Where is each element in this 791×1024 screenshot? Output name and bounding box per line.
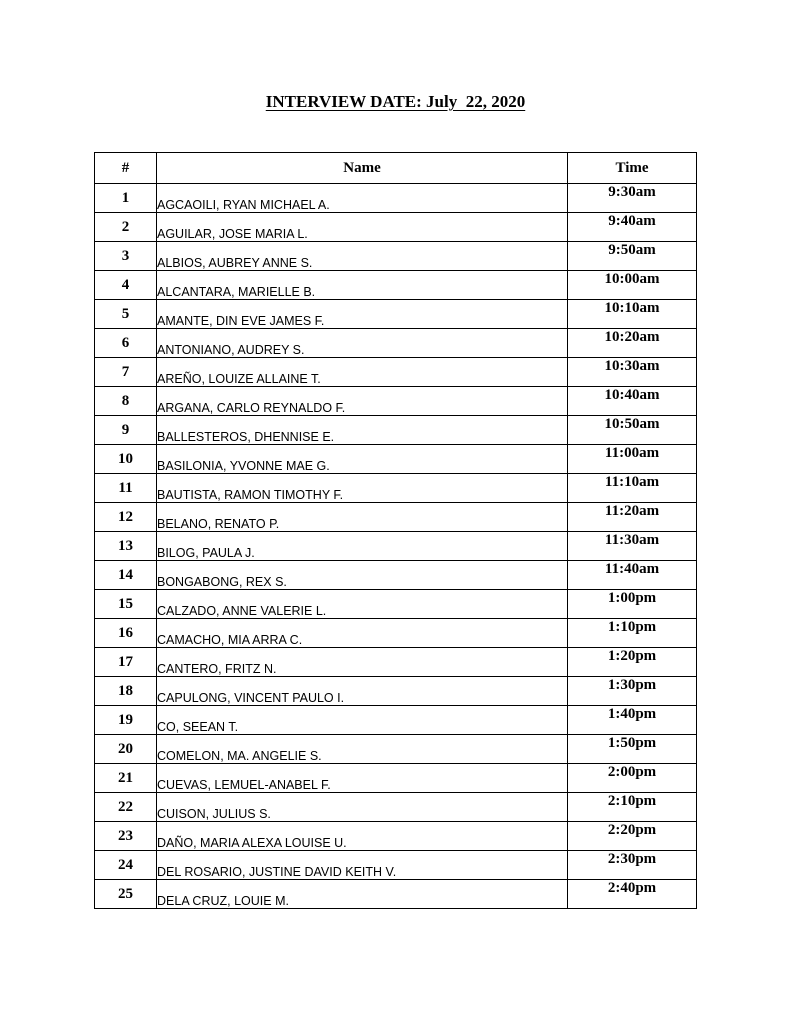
column-header-name: Name bbox=[157, 153, 568, 184]
row-number: 25 bbox=[95, 880, 157, 909]
applicant-name: CALZADO, ANNE VALERIE L. bbox=[157, 590, 568, 619]
applicant-name: DAÑO, MARIA ALEXA LOUISE U. bbox=[157, 822, 568, 851]
table-row bbox=[95, 184, 697, 213]
row-number: 13 bbox=[95, 532, 157, 561]
applicant-name: CAPULONG, VINCENT PAULO I. bbox=[157, 677, 568, 706]
interview-schedule-table bbox=[94, 152, 697, 909]
row-number: 11 bbox=[95, 474, 157, 503]
table-row bbox=[95, 677, 697, 706]
table-row bbox=[95, 735, 697, 764]
applicant-name: ALCANTARA, MARIELLE B. bbox=[157, 271, 568, 300]
row-number: 23 bbox=[95, 822, 157, 851]
applicant-name: COMELON, MA. ANGELIE S. bbox=[157, 735, 568, 764]
interview-date-title: INTERVIEW DATE: July 22, 2020 bbox=[265, 92, 526, 111]
interview-time: 1:10pm bbox=[568, 619, 697, 648]
row-number: 18 bbox=[95, 677, 157, 706]
interview-time: 2:10pm bbox=[568, 793, 697, 822]
row-number: 4 bbox=[95, 271, 157, 300]
applicant-name: DEL ROSARIO, JUSTINE DAVID KEITH V. bbox=[157, 851, 568, 880]
table-row bbox=[95, 329, 697, 358]
table-row bbox=[95, 387, 697, 416]
interview-time: 10:00am bbox=[568, 271, 697, 300]
table-row bbox=[95, 416, 697, 445]
row-number: 3 bbox=[95, 242, 157, 271]
table-row bbox=[95, 271, 697, 300]
table-row bbox=[95, 590, 697, 619]
row-number: 9 bbox=[95, 416, 157, 445]
interview-time: 1:40pm bbox=[568, 706, 697, 735]
interview-time: 1:50pm bbox=[568, 735, 697, 764]
interview-time: 10:10am bbox=[568, 300, 697, 329]
table-row bbox=[95, 445, 697, 474]
interview-time: 11:40am bbox=[568, 561, 697, 590]
interview-time: 10:40am bbox=[568, 387, 697, 416]
column-header-time: Time bbox=[568, 153, 697, 184]
row-number: 12 bbox=[95, 503, 157, 532]
applicant-name: AMANTE, DIN EVE JAMES F. bbox=[157, 300, 568, 329]
interview-time: 11:00am bbox=[568, 445, 697, 474]
table-row bbox=[95, 648, 697, 677]
interview-time: 11:20am bbox=[568, 503, 697, 532]
row-number: 5 bbox=[95, 300, 157, 329]
applicant-name: AGCAOILI, RYAN MICHAEL A. bbox=[157, 184, 568, 213]
row-number: 22 bbox=[95, 793, 157, 822]
table-row bbox=[95, 822, 697, 851]
applicant-name: CUISON, JULIUS S. bbox=[157, 793, 568, 822]
table-row bbox=[95, 793, 697, 822]
interview-time: 2:00pm bbox=[568, 764, 697, 793]
table-row bbox=[95, 358, 697, 387]
column-header-number: # bbox=[95, 153, 157, 184]
applicant-name: DELA CRUZ, LOUIE M. bbox=[157, 880, 568, 909]
interview-time: 10:20am bbox=[568, 329, 697, 358]
interview-time: 1:20pm bbox=[568, 648, 697, 677]
row-number: 14 bbox=[95, 561, 157, 590]
applicant-name: ALBIOS, AUBREY ANNE S. bbox=[157, 242, 568, 271]
row-number: 19 bbox=[95, 706, 157, 735]
interview-time: 1:30pm bbox=[568, 677, 697, 706]
row-number: 20 bbox=[95, 735, 157, 764]
interview-time: 2:30pm bbox=[568, 851, 697, 880]
row-number: 10 bbox=[95, 445, 157, 474]
interview-time: 2:20pm bbox=[568, 822, 697, 851]
table-body bbox=[95, 184, 697, 909]
interview-time: 1:00pm bbox=[568, 590, 697, 619]
row-number: 2 bbox=[95, 213, 157, 242]
applicant-name: BALLESTEROS, DHENNISE E. bbox=[157, 416, 568, 445]
row-number: 7 bbox=[95, 358, 157, 387]
interview-time: 10:30am bbox=[568, 358, 697, 387]
document-title-container bbox=[0, 91, 791, 113]
row-number: 24 bbox=[95, 851, 157, 880]
table-row bbox=[95, 474, 697, 503]
interview-time: 10:50am bbox=[568, 416, 697, 445]
interview-time: 11:10am bbox=[568, 474, 697, 503]
interview-time: 9:40am bbox=[568, 213, 697, 242]
table-row bbox=[95, 619, 697, 648]
table-row bbox=[95, 300, 697, 329]
interview-time: 9:50am bbox=[568, 242, 697, 271]
table-row bbox=[95, 880, 697, 909]
interview-time: 9:30am bbox=[568, 184, 697, 213]
row-number: 8 bbox=[95, 387, 157, 416]
applicant-name: AREÑO, LOUIZE ALLAINE T. bbox=[157, 358, 568, 387]
table-row bbox=[95, 764, 697, 793]
table-row bbox=[95, 706, 697, 735]
applicant-name: BAUTISTA, RAMON TIMOTHY F. bbox=[157, 474, 568, 503]
row-number: 1 bbox=[95, 184, 157, 213]
applicant-name: ANTONIANO, AUDREY S. bbox=[157, 329, 568, 358]
table-row bbox=[95, 851, 697, 880]
applicant-name: AGUILAR, JOSE MARIA L. bbox=[157, 213, 568, 242]
row-number: 21 bbox=[95, 764, 157, 793]
row-number: 15 bbox=[95, 590, 157, 619]
table-row bbox=[95, 213, 697, 242]
table-row bbox=[95, 532, 697, 561]
applicant-name: BILOG, PAULA J. bbox=[157, 532, 568, 561]
applicant-name: CAMACHO, MIA ARRA C. bbox=[157, 619, 568, 648]
applicant-name: CUEVAS, LEMUEL-ANABEL F. bbox=[157, 764, 568, 793]
row-number: 6 bbox=[95, 329, 157, 358]
table-row bbox=[95, 503, 697, 532]
applicant-name: CANTERO, FRITZ N. bbox=[157, 648, 568, 677]
interview-time: 2:40pm bbox=[568, 880, 697, 909]
applicant-name: BASILONIA, YVONNE MAE G. bbox=[157, 445, 568, 474]
applicant-name: BELANO, RENATO P. bbox=[157, 503, 568, 532]
table-header-row bbox=[95, 153, 697, 184]
row-number: 16 bbox=[95, 619, 157, 648]
applicant-name: ARGANA, CARLO REYNALDO F. bbox=[157, 387, 568, 416]
table-row bbox=[95, 242, 697, 271]
applicant-name: CO, SEEAN T. bbox=[157, 706, 568, 735]
interview-time: 11:30am bbox=[568, 532, 697, 561]
row-number: 17 bbox=[95, 648, 157, 677]
applicant-name: BONGABONG, REX S. bbox=[157, 561, 568, 590]
table-row bbox=[95, 561, 697, 590]
